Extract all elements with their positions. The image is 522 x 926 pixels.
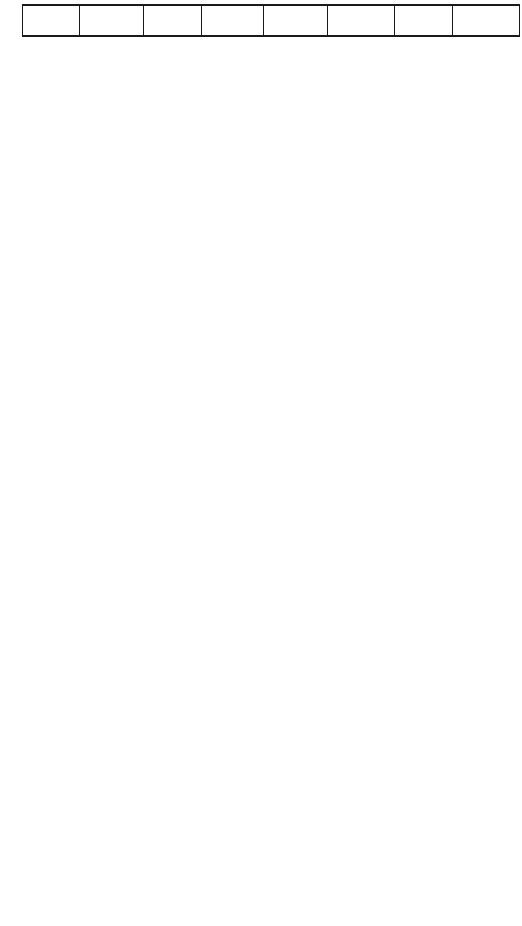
header-wei [144,5,202,36]
header-qin [80,5,144,36]
header-chu [328,5,395,36]
header-zhou [23,5,80,36]
chronology-table [22,4,520,37]
header-zhao [264,5,328,36]
header-qi [453,5,520,36]
header-han [202,5,264,36]
header-yan [395,5,453,36]
header-row [23,5,520,36]
